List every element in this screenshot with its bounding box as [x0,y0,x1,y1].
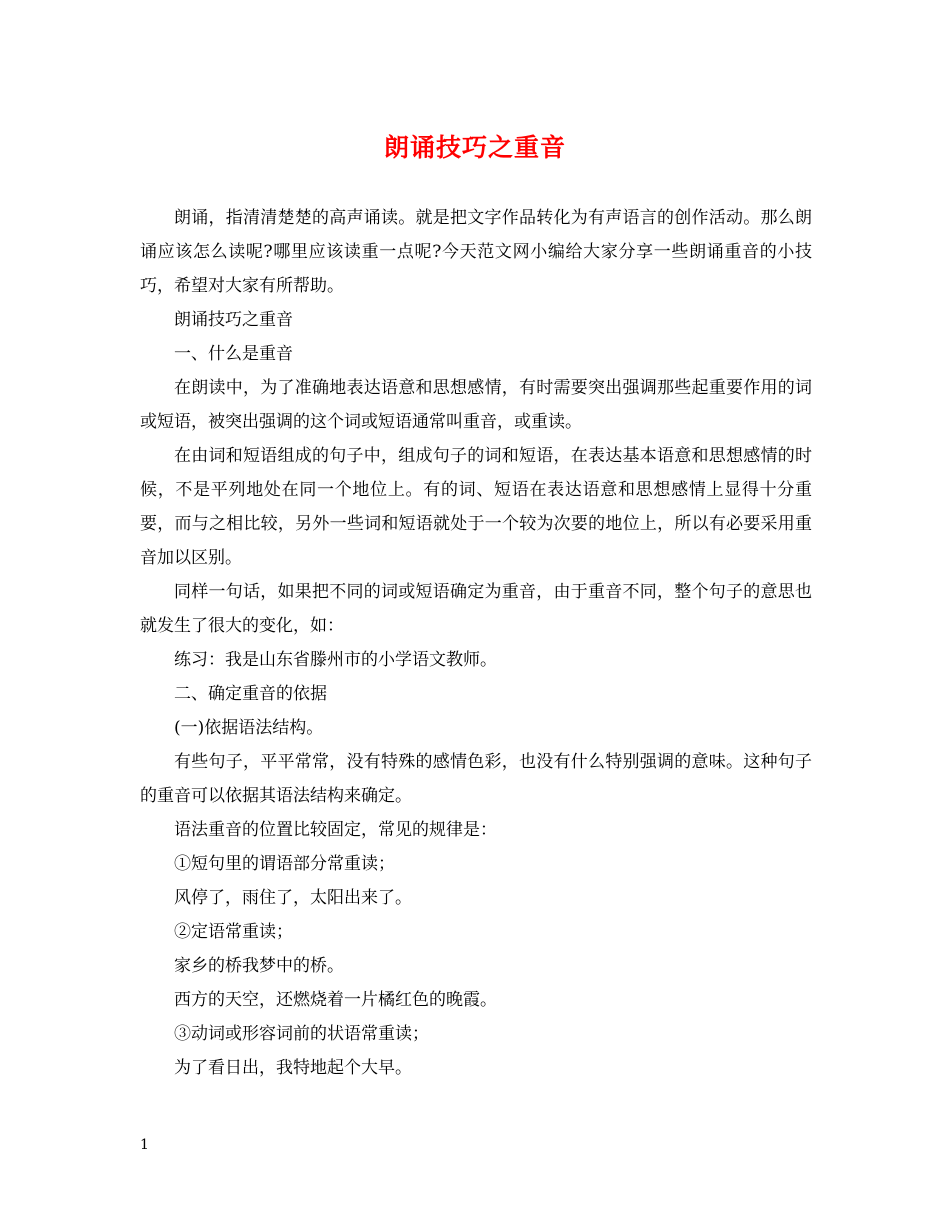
paragraph: 朗诵，指清清楚楚的高声诵读。就是把文字作品转化为有声语言的创作活动。那么朗诵应该怎么读呢?哪里应该读重一点呢?今天范文网小编给大家分享一些朗诵重音的小技巧，希望对大家有所帮助。 [140,208,812,296]
document-body [140,201,812,1085]
section-heading: 二、确定重音的依据 [174,684,327,704]
paragraph: 同样一句话，如果把不同的词或短语确定为重音，由于重音不同，整个句子的意思也就发生了很大的变化，如： [140,582,812,636]
example-sentence: 为了看日出，我特地起个大早。 [174,1058,412,1078]
example-sentence: 西方的天空，还燃烧着一片橘红色的晚霞。 [174,990,497,1010]
section-heading: 一、什么是重音 [174,344,293,364]
paragraph: 有些句子，平平常常，没有特殊的感情色彩，也没有什么特别强调的意味。这种句子的重音可以依据其语法结构来确定。 [140,752,812,806]
example-sentence: 风停了，雨住了，太阳出来了。 [174,888,412,908]
subsection-heading: (一)依据语法结构。 [174,718,324,738]
example-sentence: 家乡的桥我梦中的桥。 [174,956,344,976]
document-title: 朗诵技巧之重音 [383,133,566,162]
rule-item: ①短句里的谓语部分常重读； [174,854,395,874]
rule-item: ③动词或形容词前的状语常重读； [174,1024,429,1044]
paragraph: 朗诵技巧之重音 [174,310,293,330]
paragraph: 语法重音的位置比较固定，常见的规律是： [174,820,497,840]
paragraph: 在朗读中，为了准确地表达语意和思想感情，有时需要突出强调那些起重要作用的词或短语，被突出强调的这个词或短语通常叫重音，或重读。 [140,378,812,432]
paragraph: 练习：我是山东省滕州市的小学语文教师。 [174,650,497,670]
page-number: 1 [140,1137,149,1153]
paragraph: 在由词和短语组成的句子中，组成句子的词和短语，在表达基本语意和思想感情的时候，不是平列地处在同一个地位上。有的词、短语在表达语意和思想感情上显得十分重要，而与之相比较，另外一些词和短语就处于一个较为次要的地位上，所以有必要采用重音加以区别。 [140,446,812,568]
rule-item: ②定语常重读； [174,922,293,942]
